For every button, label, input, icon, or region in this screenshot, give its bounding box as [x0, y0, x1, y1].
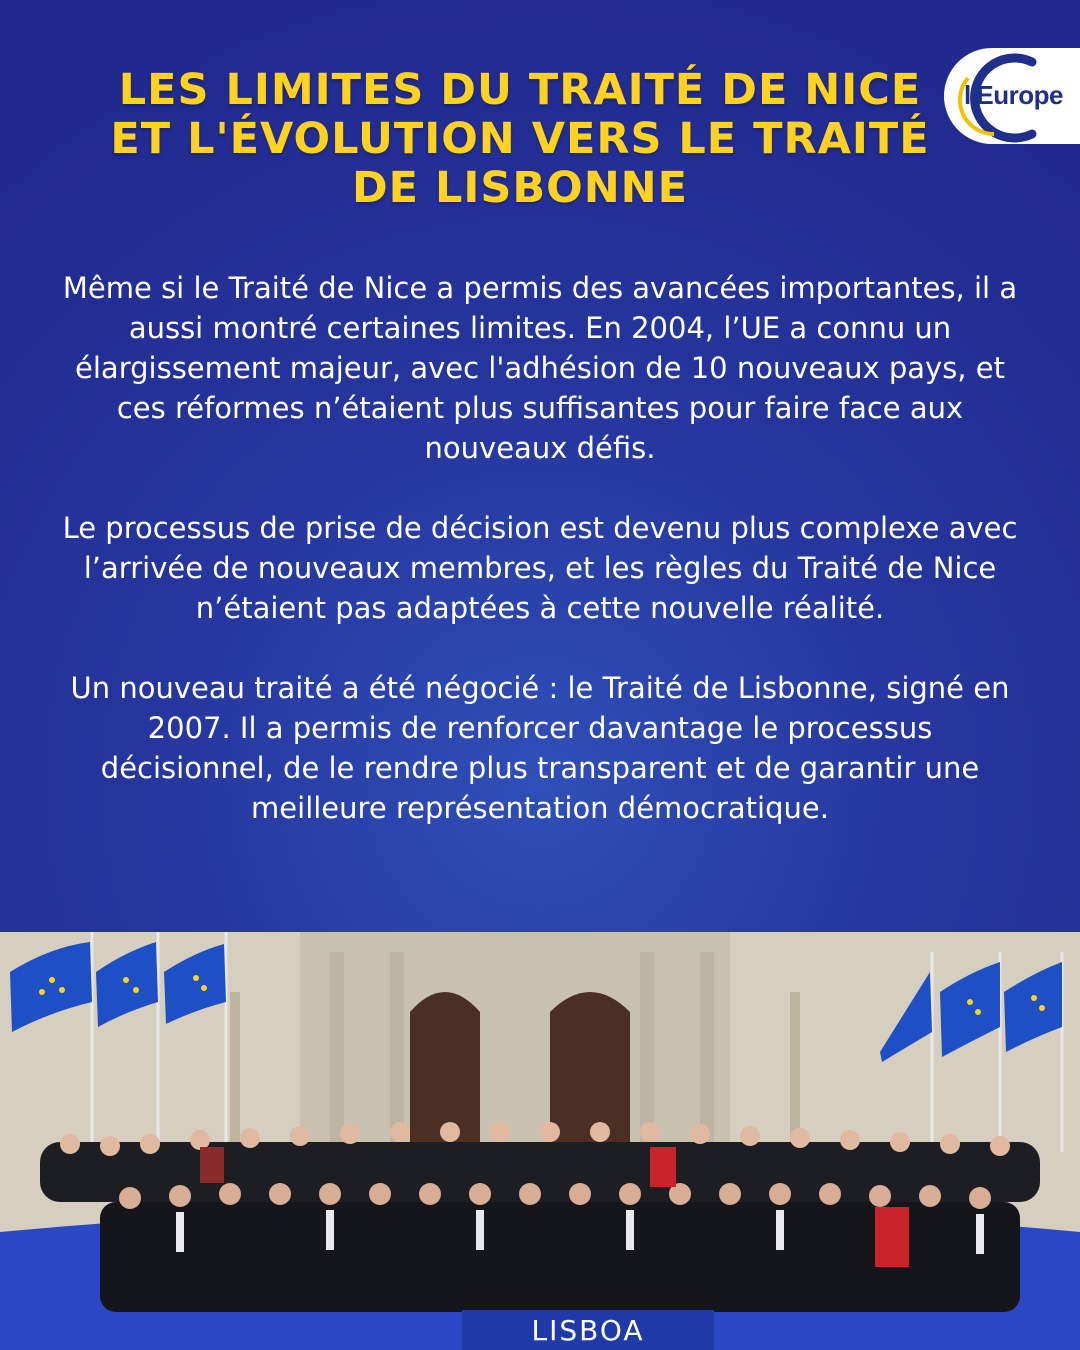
lisbon-summit-photo — [0, 932, 1080, 1350]
paragraph-limits: Même si le Traité de Nice a permis des avancées importantes, il a aussi montré certaines limites. En 2004, l’UE a connu un élargissement majeur, avec l'adhésion de 10 nouveaux pays, et ces réformes n’étaient plus suffisantes pour faire face aux nouveaux défis. — [62, 271, 1018, 465]
logo-text: l'Europe — [964, 80, 1063, 110]
paragraph-lisbon-treaty: Un nouveau traité a été négocié : le Traité de Lisbonne, signé en 2007. Il a permis de renforcer davantage le processus décisionnel, de le rendre plus transparent et de garantir une meilleure représentation démocratique. — [70, 671, 1010, 825]
title-line-3: DE LISBONNE — [351, 163, 689, 213]
page-title — [80, 66, 960, 213]
lisboa-sign: LISBOA — [462, 1310, 714, 1350]
title-line-2: ET L'ÉVOLUTION VERS LE TRAITÉ — [110, 114, 930, 164]
title-line-1: LES LIMITES DU TRAITÉ DE NICE — [118, 65, 922, 115]
body-text — [60, 268, 1020, 828]
paragraph-decision-process: Le processus de prise de décision est devenu plus complexe avec l’arrivée de nouveaux membres, et les règles du Traité de Nice n’étaient pas adaptées à cette nouvelle réalité. — [62, 511, 1018, 625]
leurope-logo — [944, 48, 1080, 144]
summit-scene — [0, 932, 1080, 1350]
